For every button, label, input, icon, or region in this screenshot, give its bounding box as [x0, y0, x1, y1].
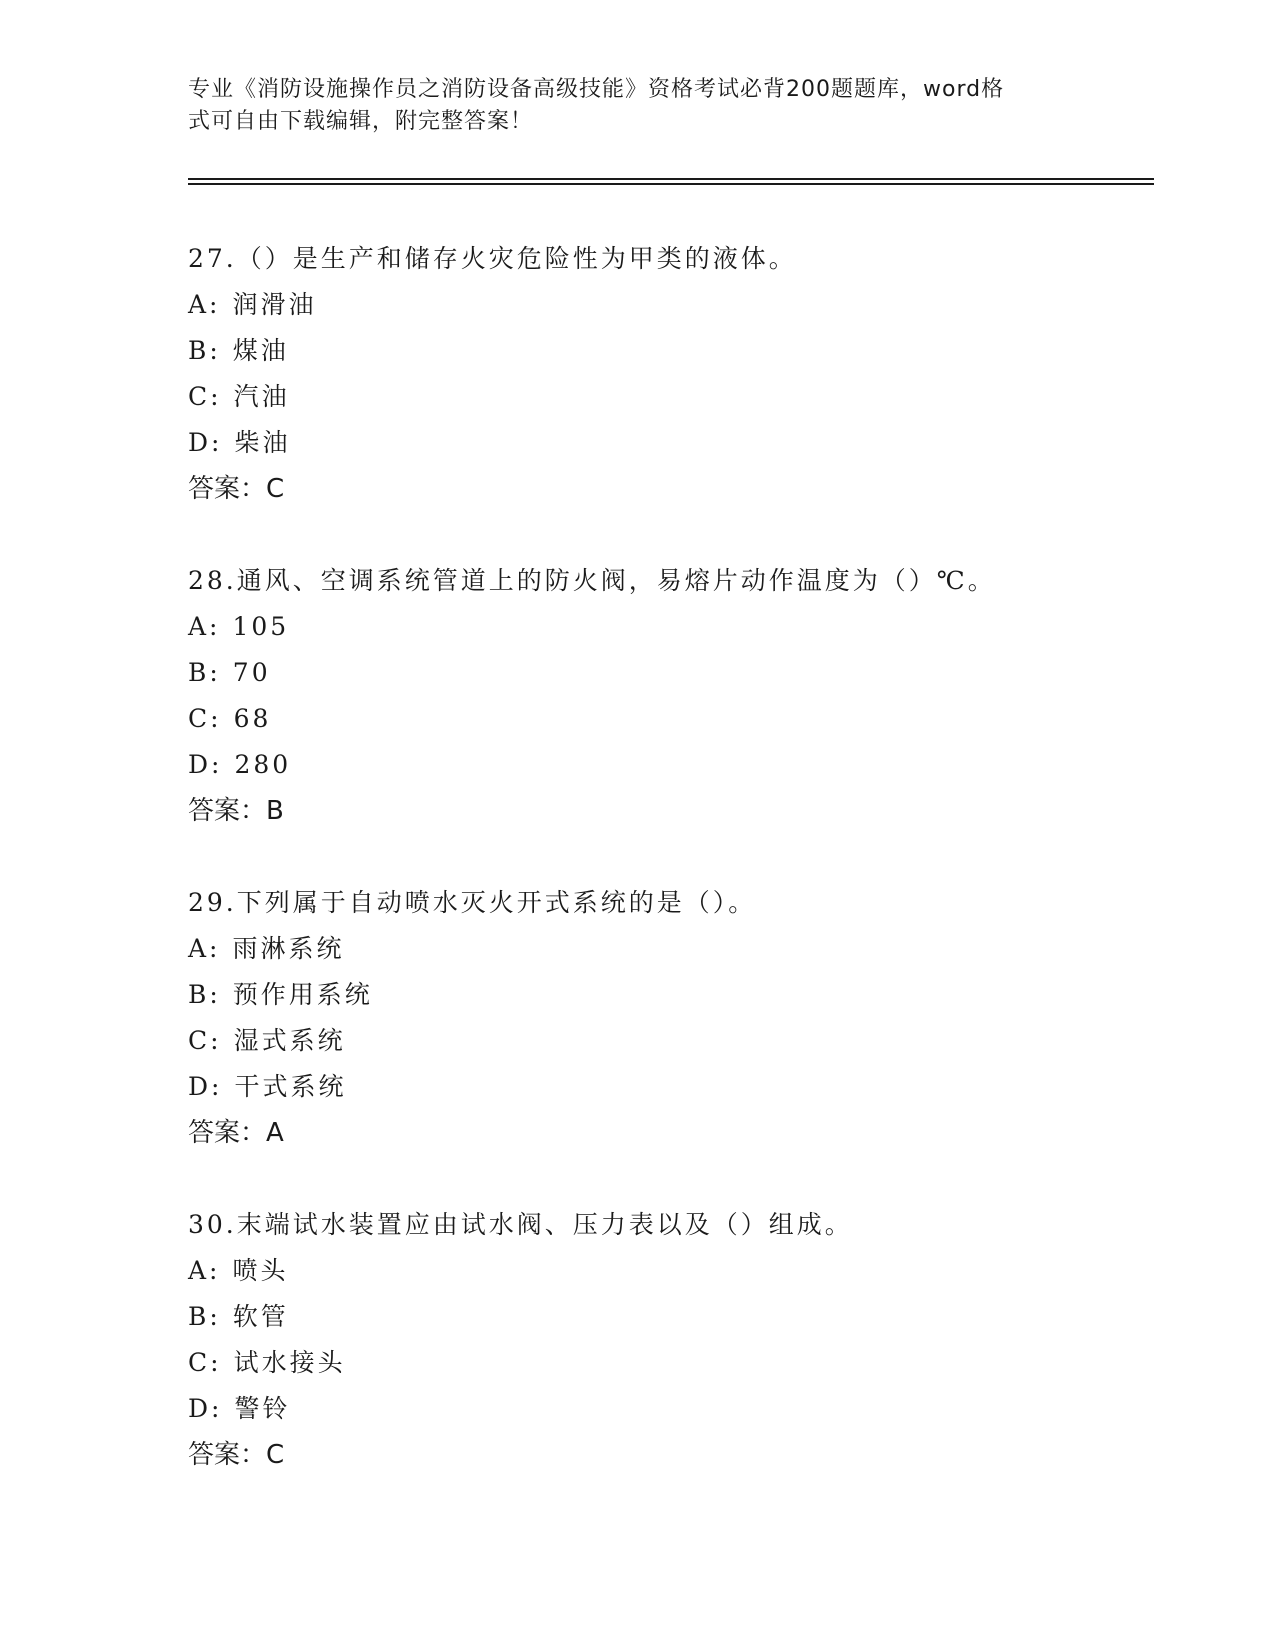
option-key: A:: [188, 290, 221, 319]
option-key: A:: [188, 1256, 221, 1285]
option-text: 湿式系统: [233, 1026, 346, 1055]
option-a: [188, 926, 1154, 972]
option-key: C:: [188, 1026, 222, 1055]
option-text: 干式系统: [234, 1072, 347, 1101]
question-stem: 28.通风、空调系统管道上的防火阀，易熔片动作温度为（）℃。: [188, 566, 996, 595]
option-key: D:: [188, 1072, 223, 1101]
answer-line: 答案：A: [188, 1118, 284, 1148]
option-text: 汽油: [233, 382, 290, 411]
question-29: [188, 880, 1154, 1202]
option-d: [188, 742, 1154, 788]
option-a: [188, 604, 1154, 650]
question-list: [188, 236, 1154, 1524]
option-b: [188, 1294, 1154, 1340]
document-header: [188, 74, 1068, 138]
option-text: 预作用系统: [232, 980, 373, 1009]
question-27: [188, 236, 1154, 558]
option-key: B:: [188, 980, 221, 1009]
question-28: [188, 558, 1154, 880]
option-a: [188, 282, 1154, 328]
header-line-1: 专业《消防设施操作员之消防设备高级技能》资格考试必背200题题库，word格: [188, 77, 1005, 102]
option-c: [188, 374, 1154, 420]
option-text: 软管: [232, 1302, 289, 1331]
option-key: D:: [188, 428, 223, 457]
option-text: 试水接头: [233, 1348, 346, 1377]
header-divider-bottom: [188, 183, 1154, 185]
option-text: 润滑油: [232, 290, 317, 319]
header-line-2: 式可自由下载编辑，附完整答案！: [188, 109, 534, 134]
option-key: A:: [188, 612, 221, 641]
option-text: 70: [232, 658, 271, 687]
option-b: [188, 328, 1154, 374]
option-text: 105: [232, 612, 290, 641]
question-30: [188, 1202, 1154, 1524]
option-key: C:: [188, 1348, 222, 1377]
option-key: B:: [188, 1302, 221, 1331]
option-key: B:: [188, 658, 221, 687]
option-text: 雨淋系统: [232, 934, 345, 963]
option-text: 68: [233, 704, 272, 733]
answer-line: 答案：C: [188, 474, 285, 504]
option-b: [188, 650, 1154, 696]
option-text: 警铃: [234, 1394, 291, 1423]
option-c: [188, 1340, 1154, 1386]
option-key: D:: [188, 750, 223, 779]
option-d: [188, 420, 1154, 466]
option-c: [188, 1018, 1154, 1064]
option-d: [188, 1386, 1154, 1432]
question-stem: 29.下列属于自动喷水灭火开式系统的是（）。: [188, 888, 757, 917]
header-divider-top: [188, 178, 1154, 180]
option-key: D:: [188, 1394, 223, 1423]
question-stem: 27.（）是生产和储存火灾危险性为甲类的液体。: [188, 244, 797, 273]
option-text: 喷头: [232, 1256, 289, 1285]
answer-line: 答案：C: [188, 1440, 285, 1470]
option-text: 柴油: [234, 428, 291, 457]
option-key: C:: [188, 704, 222, 733]
option-d: [188, 1064, 1154, 1110]
option-key: A:: [188, 934, 221, 963]
option-text: 煤油: [232, 336, 289, 365]
option-key: B:: [188, 336, 221, 365]
option-key: C:: [188, 382, 222, 411]
answer-line: 答案：B: [188, 796, 284, 826]
option-c: [188, 696, 1154, 742]
option-b: [188, 972, 1154, 1018]
option-text: 280: [234, 750, 292, 779]
question-stem: 30.末端试水装置应由试水阀、压力表以及（）组成。: [188, 1210, 853, 1239]
option-a: [188, 1248, 1154, 1294]
